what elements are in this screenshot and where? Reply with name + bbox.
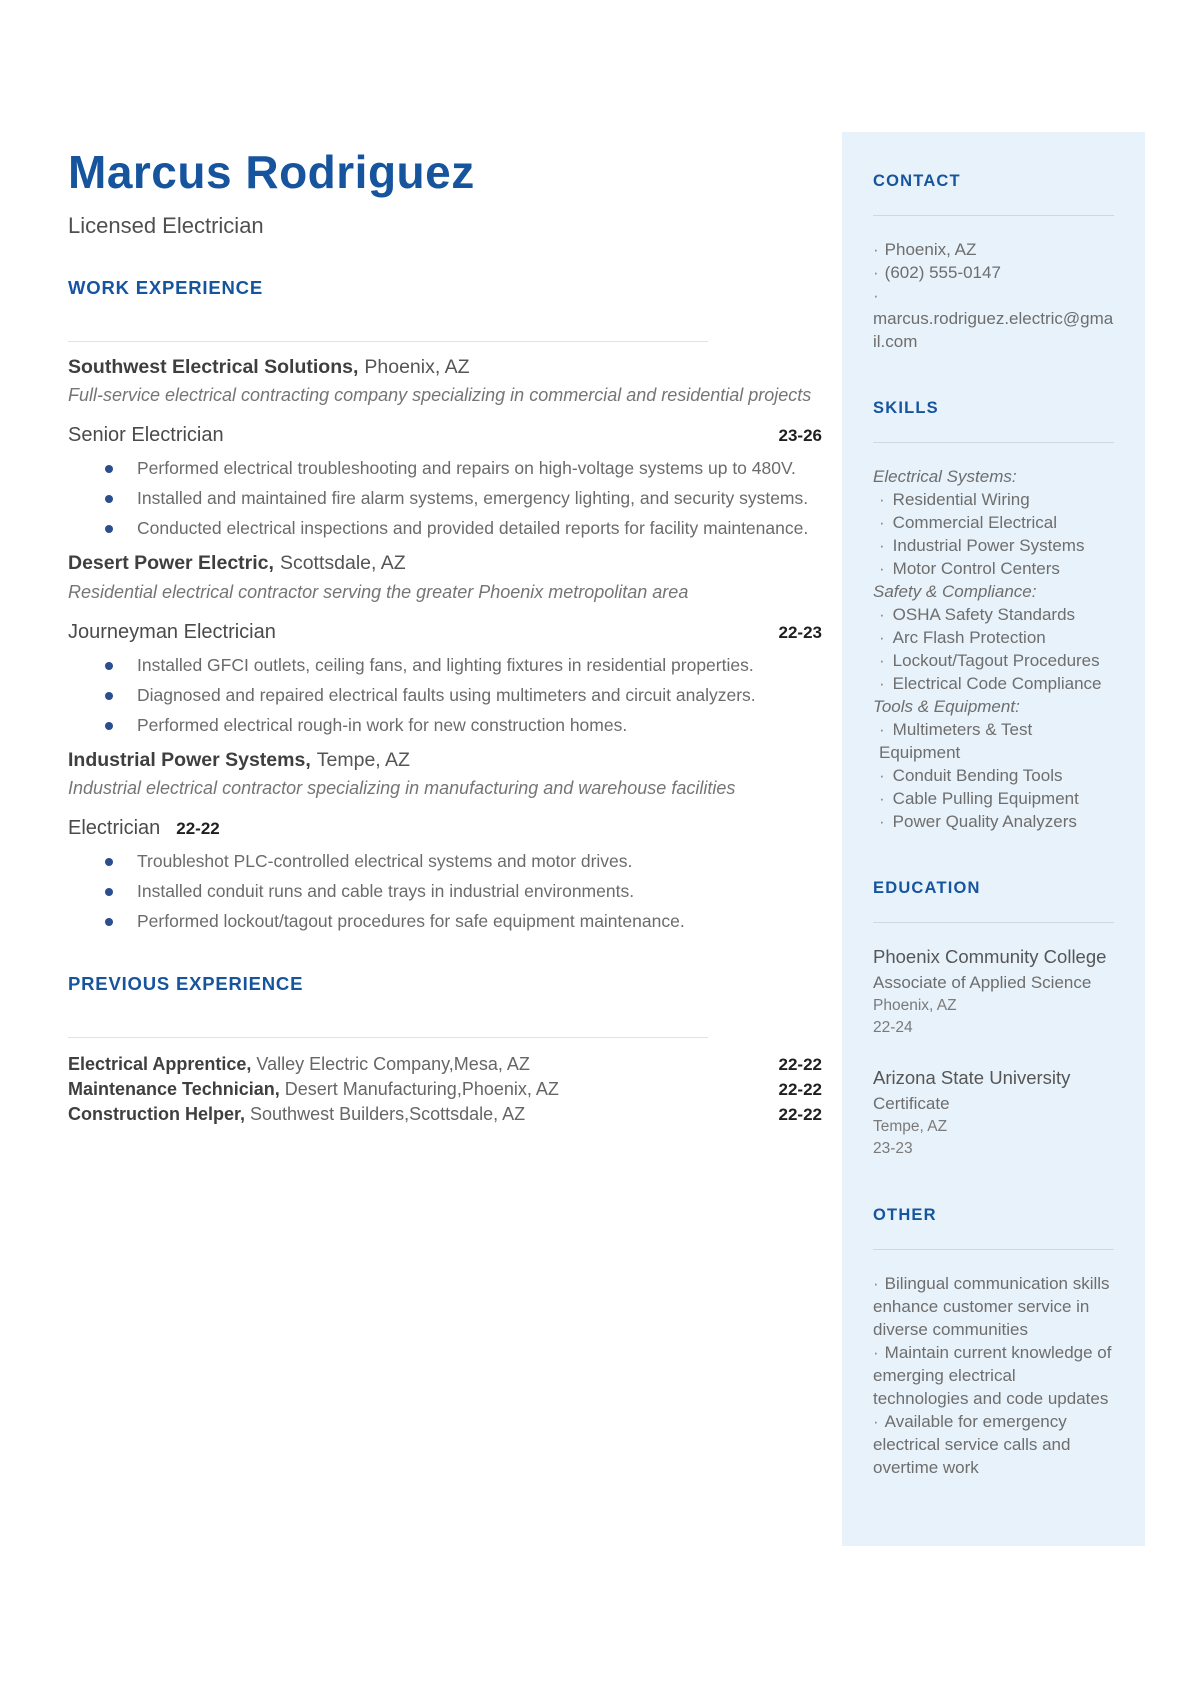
skill-item (873, 810, 1114, 833)
bullet-dot: · (879, 513, 885, 532)
skills-heading: SKILLS (873, 399, 939, 417)
bullet-dot: · (873, 1411, 879, 1431)
job-bullet: Conducted electrical inspections and provided detailed reports for facility maintenance. (68, 515, 822, 542)
section-divider (68, 341, 708, 342)
job-bullet: Diagnosed and repaired electrical faults using multimeters and circuit analyzers. (68, 682, 822, 709)
school-location: Tempe, AZ (873, 1118, 948, 1136)
person-name: Marcus Rodriguez (68, 146, 475, 198)
skill-name: OSHA Safety Standards (892, 605, 1076, 624)
role-title: Electrician (68, 817, 161, 840)
bullet-dot: · (879, 674, 885, 693)
company-location: Tempe, AZ (316, 748, 410, 771)
job-bullet-list (68, 848, 822, 935)
section-divider (68, 1037, 708, 1038)
other-text: Bilingual communication skills enhance customer service in diverse communities (873, 1273, 1110, 1339)
previous-role-company (68, 1077, 559, 1102)
other-item (873, 1272, 1114, 1341)
company-name: Desert Power Electric, (68, 552, 274, 575)
job-bullet: Troubleshot PLC-controlled electrical systems and motor drives. (68, 848, 822, 875)
skill-name: Cable Pulling Equipment (892, 789, 1079, 808)
skill-item (873, 626, 1114, 649)
school-location: Phoenix, AZ (873, 996, 957, 1014)
previous-role-company (68, 1102, 525, 1127)
skill-name: Power Quality Analyzers (892, 812, 1077, 831)
job-bullet: Installed GFCI outlets, ceiling fans, and lighting fixtures in residential properties. (68, 652, 822, 679)
bullet-dot: · (879, 812, 885, 831)
sidebar-divider (873, 922, 1114, 923)
school-name: Phoenix Community College (873, 946, 1107, 967)
work-experience-list (68, 354, 822, 935)
sidebar-divider (873, 442, 1114, 443)
education-entry (873, 1066, 1114, 1159)
company-summary: Full-service electrical contracting company specializing in commercial and residential projects (68, 385, 812, 406)
skill-item (873, 488, 1114, 511)
school-dates: 23-23 (873, 1139, 913, 1157)
company-name: Industrial Power Systems, (68, 748, 311, 771)
previous-role: Electrical Apprentice, (68, 1054, 252, 1075)
skill-name: Conduit Bending Tools (892, 766, 1063, 785)
company-summary: Industrial electrical contractor specializing in manufacturing and warehouse facilities (68, 778, 736, 799)
role-row (68, 424, 822, 447)
bullet-dot: · (873, 1273, 879, 1293)
other-heading: OTHER (873, 1205, 937, 1224)
bullet-dot: · (879, 628, 885, 647)
bullet-dot: · (879, 720, 885, 739)
skill-item (873, 511, 1114, 534)
bullet-dot: · (873, 286, 879, 305)
education-entry (873, 945, 1114, 1038)
company-summary: Residential electrical contractor serving the greater Phoenix metropolitan area (68, 581, 689, 602)
skill-name: Arc Flash Protection (892, 628, 1046, 647)
skills-section (873, 399, 1114, 833)
role-dates: 22-23 (778, 622, 822, 642)
job-bullet: Installed conduit runs and cable trays in industrial environments. (68, 878, 822, 905)
company-location: Phoenix, AZ (364, 355, 470, 378)
role-dates: 23-26 (778, 426, 822, 446)
job-bullet: Performed lockout/tagout procedures for safe equipment maintenance. (68, 908, 822, 935)
role-row (68, 621, 822, 644)
other-text: Maintain current knowledge of emerging electrical technologies and code updates (873, 1342, 1112, 1408)
person-title: Licensed Electrician (68, 212, 264, 238)
skill-item (873, 672, 1114, 695)
company-line (68, 354, 822, 380)
previous-company: Southwest Builders,Scottsdale, AZ (250, 1104, 526, 1125)
company-name: Southwest Electrical Solutions, (68, 355, 359, 378)
company-line (68, 747, 822, 773)
previous-experience-row (68, 1102, 822, 1127)
sidebar-divider (873, 1249, 1114, 1250)
previous-company: Valley Electric Company,Mesa, AZ (256, 1054, 530, 1075)
skill-name: Lockout/Tagout Procedures (892, 651, 1100, 670)
skill-name: Industrial Power Systems (892, 536, 1085, 555)
job-bullet-list (68, 652, 822, 739)
work-experience-heading: WORK EXPERIENCE (68, 276, 263, 298)
previous-experience-list (68, 1052, 822, 1127)
bullet-dot: · (873, 1342, 879, 1362)
skill-category-label: Electrical Systems: (873, 467, 1017, 486)
bullet-dot: · (879, 490, 885, 509)
previous-role-company (68, 1052, 530, 1077)
job-bullet-list (68, 455, 822, 542)
contact-value: (602) 555-0147 (884, 263, 1001, 282)
other-text: Available for emergency electrical service calls and overtime work (873, 1411, 1071, 1477)
school-dates: 22-24 (873, 1018, 913, 1036)
education-schools (873, 945, 1114, 1160)
role-title: Journeyman Electrician (68, 620, 276, 643)
contact-item (873, 284, 1114, 353)
company-location: Scottsdale, AZ (279, 552, 406, 575)
previous-dates: 22-22 (778, 1105, 822, 1125)
bullet-dot: · (879, 559, 885, 578)
contact-value: Phoenix, AZ (884, 240, 977, 259)
skill-item (873, 534, 1114, 557)
contact-items (873, 238, 1114, 353)
skill-name: Commercial Electrical (892, 513, 1058, 532)
bullet-dot: · (879, 789, 885, 808)
skills-groups (873, 465, 1114, 833)
job-entry (68, 747, 822, 935)
skill-item (873, 603, 1114, 626)
skill-group (873, 580, 1114, 695)
previous-company: Desert Manufacturing,Phoenix, AZ (284, 1079, 559, 1100)
previous-role: Maintenance Technician, (68, 1079, 280, 1100)
role-row (68, 817, 822, 840)
skill-item (873, 557, 1114, 580)
skill-item (873, 764, 1114, 787)
role-dates: 22-22 (176, 819, 220, 839)
skill-group (873, 695, 1114, 833)
contact-section (873, 172, 1114, 353)
bullet-dot: · (873, 263, 879, 282)
previous-experience-row (68, 1077, 822, 1102)
previous-role: Construction Helper, (68, 1104, 246, 1125)
contact-value: marcus.rodriguez.electric@gmail.com (873, 309, 1114, 351)
previous-experience-row (68, 1052, 822, 1077)
contact-item (873, 238, 1114, 261)
sidebar-divider (873, 215, 1114, 216)
role-title: Senior Electrician (68, 424, 224, 447)
job-bullet: Performed electrical rough-in work for new construction homes. (68, 712, 822, 739)
education-section (873, 879, 1114, 1160)
previous-dates: 22-22 (778, 1055, 822, 1075)
job-bullet: Performed electrical troubleshooting and repairs on high-voltage systems up to 480V. (68, 455, 822, 482)
job-bullet: Installed and maintained fire alarm systems, emergency lighting, and security systems. (68, 485, 822, 512)
education-heading: EDUCATION (873, 879, 981, 897)
sidebar (842, 132, 1145, 1546)
bullet-dot: · (873, 240, 879, 259)
bullet-dot: · (879, 536, 885, 555)
school-degree: Certificate (873, 1094, 950, 1114)
skill-item (873, 718, 1114, 764)
company-line (68, 550, 822, 576)
previous-experience-heading: PREVIOUS EXPERIENCE (68, 973, 304, 995)
school-degree: Associate of Applied Science (873, 972, 1092, 992)
skill-name: Electrical Code Compliance (892, 674, 1102, 693)
contact-item (873, 261, 1114, 284)
bullet-dot: · (879, 651, 885, 670)
previous-dates: 22-22 (778, 1080, 822, 1100)
other-item (873, 1341, 1114, 1410)
skill-item (873, 787, 1114, 810)
other-item (873, 1410, 1114, 1479)
bullet-dot: · (879, 605, 885, 624)
contact-heading: CONTACT (873, 172, 961, 190)
skill-item (873, 649, 1114, 672)
skill-name: Multimeters & Test Equipment (879, 720, 1033, 762)
other-section (873, 1206, 1114, 1479)
skill-category-label: Tools & Equipment: (873, 697, 1020, 716)
job-entry (68, 550, 822, 738)
main-column (68, 146, 822, 1127)
school-name: Arizona State University (873, 1067, 1071, 1089)
job-entry (68, 354, 822, 542)
skill-name: Motor Control Centers (892, 559, 1060, 578)
skill-group (873, 465, 1114, 580)
other-items (873, 1272, 1114, 1479)
skill-name: Residential Wiring (892, 490, 1030, 509)
bullet-dot: · (879, 766, 885, 785)
skill-category-label: Safety & Compliance: (873, 582, 1037, 601)
